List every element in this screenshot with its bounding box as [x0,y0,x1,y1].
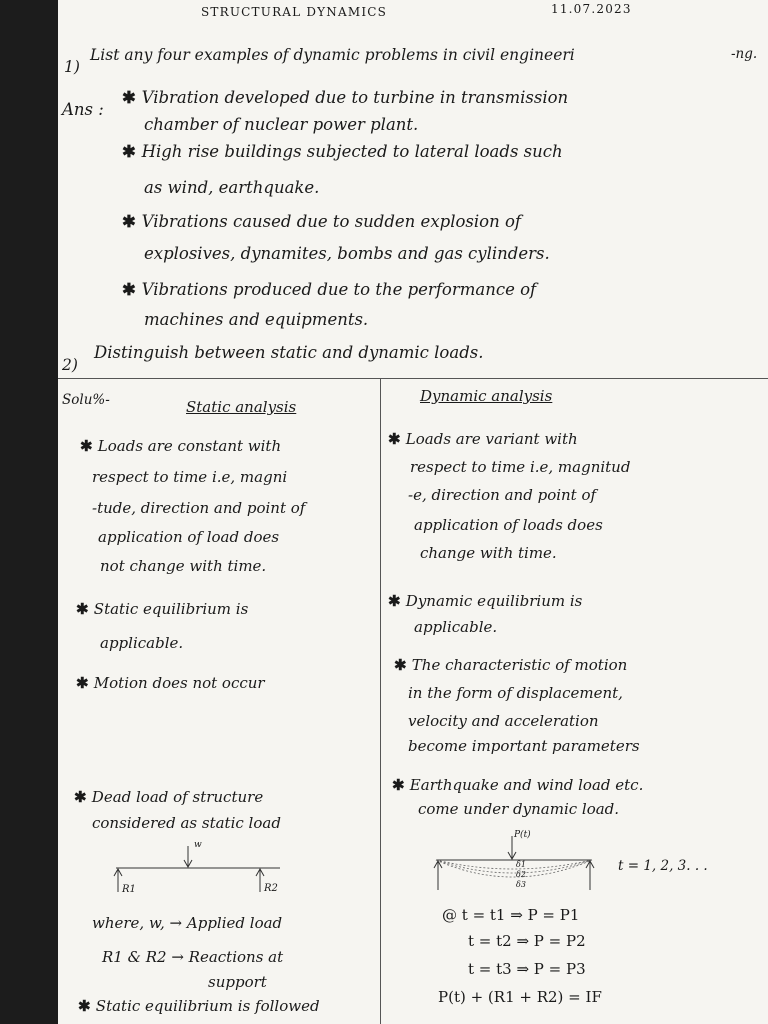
dynamic-point-1-line-5: change with time. [420,544,557,562]
dynamic-point-3-line-1: ✱ The characteristic of motion [394,656,628,674]
dynamic-figure-load-label: P(t) [514,830,531,840]
bullet-star-icon: ✱ [122,88,142,107]
answer-label: Ans : [62,100,104,119]
static-point-2-line-2: applicable. [100,634,184,652]
static-figure-r1-label: R1 [122,884,136,895]
dynamic-point-1-line-3: -e, direction and point of [408,486,597,504]
question-1-text-wrap: -ng. [731,46,758,62]
static-point-1-line-5: not change with time. [100,557,267,575]
answer-4-line-1: ✱ Vibrations produced due to the performance of [122,280,537,299]
bullet-star-icon: ✱ [76,600,94,618]
deflected-shape-2 [436,860,592,873]
dynamic-point-3-line-4: become important parameters [408,737,640,755]
dynamic-heading: Dynamic analysis [420,387,553,405]
static-reactions-wrap: support [208,973,267,991]
bullet-star-icon: ✱ [76,674,94,692]
bullet-star-icon: ✱ [80,437,98,455]
answer-4-line-2: machines and equipments. [144,310,369,329]
bullet-star-icon: ✱ [78,997,96,1015]
static-figure-r2-label: R2 [264,883,278,894]
static-point-4-line-2: considered as static load [92,814,281,832]
static-point-1-line-1: ✱ Loads are constant with [80,437,282,455]
answer-3-line-2: explosives, dynamites, bombs and gas cylinders. [144,244,550,263]
dynamic-equation-1: @ t = t1 ⇒ P = P1 [442,906,580,924]
bullet-star-icon: ✱ [392,776,410,794]
bullet-star-icon: ✱ [388,430,406,448]
static-point-1-line-3: -tude, direction and point of [92,499,306,517]
table-column-divider [380,378,381,1024]
dynamic-equation-3: t = t3 ⇒ P = P3 [468,960,586,978]
bullet-star-icon: ✱ [394,656,412,674]
table-top-rule [58,378,768,379]
static-point-3: ✱ Motion does not occur [76,674,265,692]
static-where-line: where, w, → Applied load [92,914,283,932]
static-last-line: ✱ Static equilibrium is followed [78,997,320,1015]
dynamic-balance-equation: P(t) + (R1 + R2) = IF [438,988,602,1006]
solution-label: Solu%- [62,392,110,408]
deflected-shape-3 [436,860,592,877]
dynamic-point-3-line-3: velocity and acceleration [408,712,599,730]
dynamic-equation-2: t = t2 ⇒ P = P2 [468,932,586,950]
dynamic-figure-delta-1: δ1 [516,860,526,869]
page-title: STRUCTURAL DYNAMICS [201,5,388,19]
dynamic-point-2-line-1: ✱ Dynamic equilibrium is [388,592,583,610]
dynamic-t-values: t = 1, 2, 3. . . [618,858,708,874]
answer-1-line-1: ✱ Vibration developed due to turbine in transmission [122,88,569,107]
answer-1-line-2: chamber of nuclear power plant. [144,115,419,134]
dynamic-figure-delta-3: δ3 [516,880,526,889]
deflected-shape-1 [436,860,592,869]
page-date: 11.07.2023 [551,2,632,16]
question-2-text: Distinguish between static and dynamic loads. [94,343,484,362]
dynamic-point-1-line-1: ✱ Loads are variant with [388,430,578,448]
dynamic-point-4-line-1: ✱ Earthquake and wind load etc. [392,776,644,794]
dynamic-point-1-line-2: respect to time i.e, magnitud [410,458,631,476]
bullet-star-icon: ✱ [122,280,142,299]
bullet-star-icon: ✱ [388,592,406,610]
static-point-4-line-1: ✱ Dead load of structure [74,788,264,806]
question-2-number: 2) [62,356,78,374]
bullet-star-icon: ✱ [122,142,142,161]
question-1-text: List any four examples of dynamic problems in civil engineeri [90,46,575,64]
notebook-page [58,0,768,1024]
dynamic-figure-delta-2: δ2 [516,870,526,879]
dynamic-point-2-line-2: applicable. [414,618,498,636]
answer-3-line-1: ✱ Vibrations caused due to sudden explosion of [122,212,521,231]
static-reactions-line: R1 & R2 → Reactions at [102,948,284,966]
answer-2-line-1: ✱ High rise buildings subjected to lateral loads such [122,142,563,161]
static-figure-load-label: w [194,840,202,850]
static-point-2-line-1: ✱ Static equilibrium is [76,600,249,618]
static-heading: Static analysis [186,398,297,416]
question-1-number: 1) [64,58,80,76]
bullet-star-icon: ✱ [122,212,142,231]
bullet-star-icon: ✱ [74,788,92,806]
dynamic-point-1-line-4: application of loads does [414,516,603,534]
static-point-1-line-2: respect to time i.e, magni [92,468,288,486]
dynamic-point-4-line-2: come under dynamic load. [418,800,620,818]
dynamic-point-3-line-2: in the form of displacement, [408,684,623,702]
static-point-1-line-4: application of load does [98,528,280,546]
answer-2-line-2: as wind, earthquake. [144,178,320,197]
